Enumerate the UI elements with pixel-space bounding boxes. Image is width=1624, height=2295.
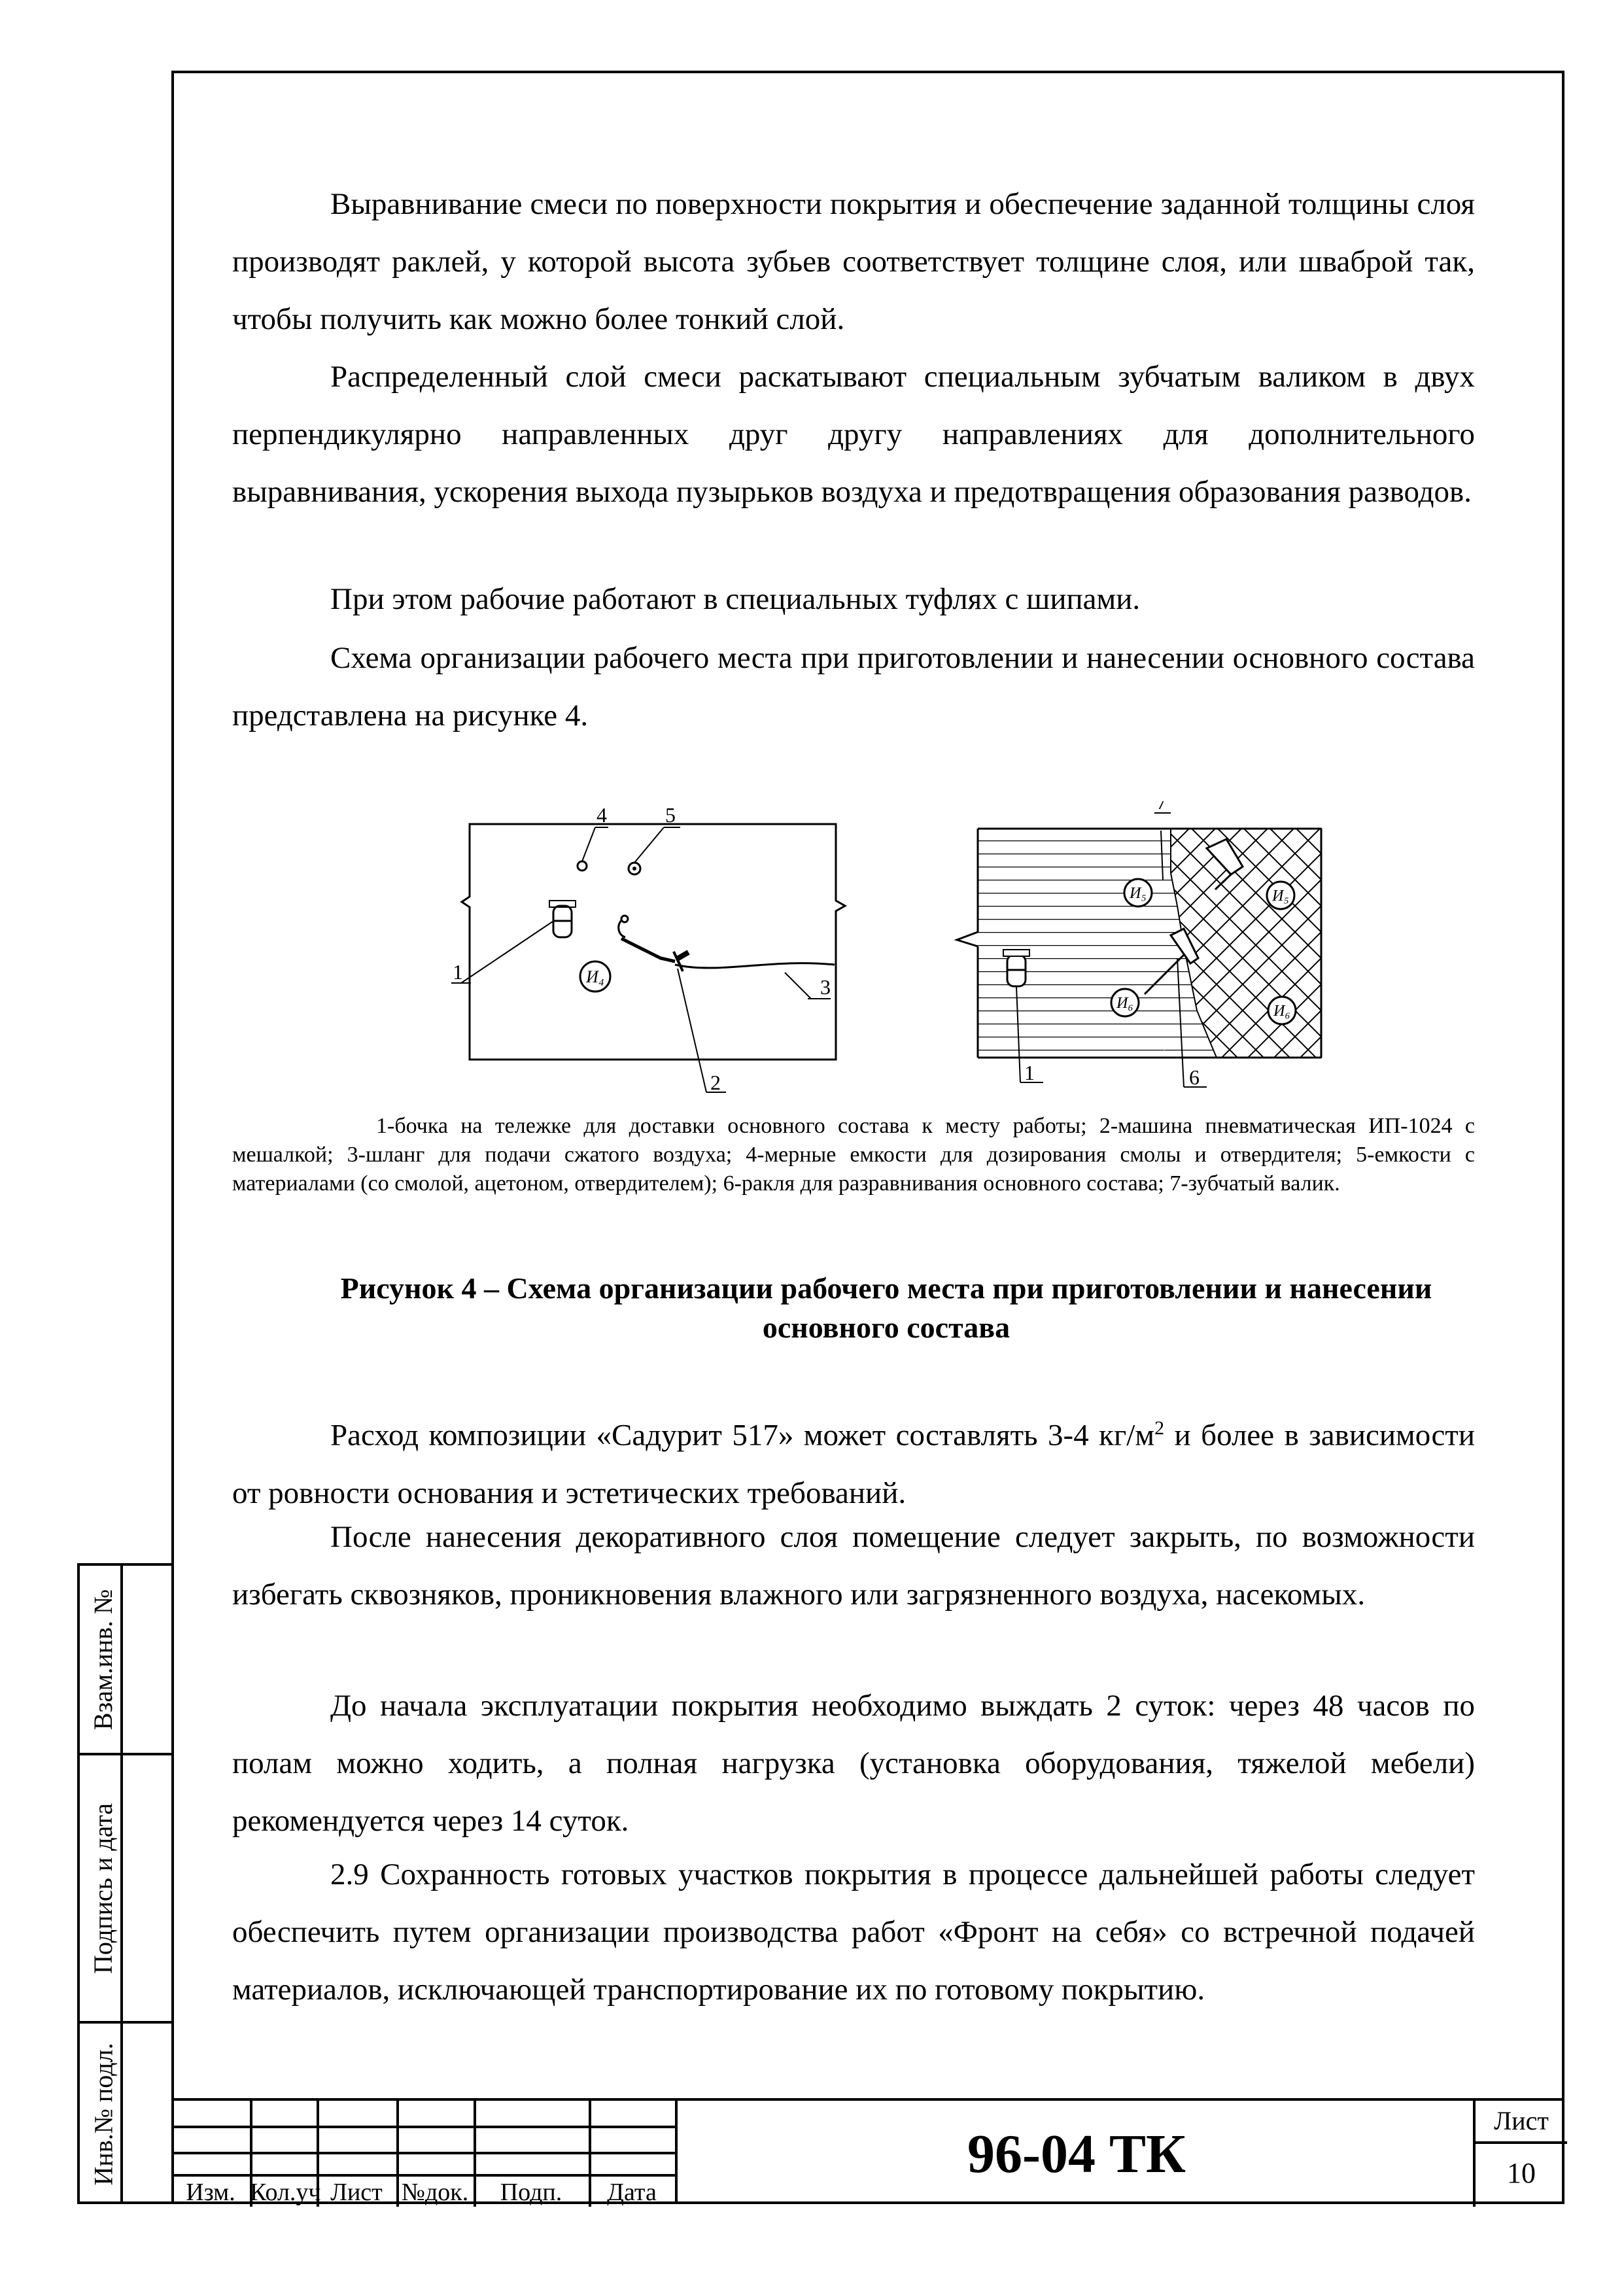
worker-i6-right-icon xyxy=(1268,997,1296,1024)
worker-i4-icon xyxy=(580,961,610,992)
paragraph-3: При этом рабочие работают в специальных туфлях с шипами. xyxy=(330,582,1141,616)
stamp-col-podp: Подп. xyxy=(500,2179,562,2206)
right-scheme xyxy=(957,801,1321,1089)
stamp-col-data: Дата xyxy=(607,2179,657,2206)
revision-table xyxy=(171,2098,675,2204)
sidebar-cell-inv xyxy=(80,2024,171,2204)
paragraph-4: Схема организации рабочего места при приготовлении и нанесении основного состава представлена на рисунке 4. xyxy=(232,641,1475,733)
sheet-box xyxy=(1473,2101,1564,2207)
worker-i4-label: И₄ xyxy=(586,967,604,986)
sidebar-label-inv: Инв.№ подл. xyxy=(88,2043,118,2185)
sheet-label: Лист xyxy=(1476,2101,1567,2144)
figure-title: Рисунок 4 – Схема организации рабочего места при приготовлении и нанесении основного состава xyxy=(340,1271,1432,1344)
measuring-container-icon xyxy=(578,861,587,871)
sidebar-label-podpis: Подпись и дата xyxy=(88,1803,118,1974)
title-block-stamp xyxy=(171,2098,1564,2204)
figure-legend: 1-бочка на тележке для доставки основного состава к месту работы; 2-машина пневматическая ИП-1024 с мешалкой; 3-шланг для подачи сжатого воздуха; 4-мерные емкости для дозирования смолы и отвердителя; 5-емкости с материалами (со смолой, ацетоном, отвердителем); 6-ракля для разравнивания основного состава; 7-зубчатый валик. xyxy=(232,1114,1475,1196)
worker-i5-right-label: И₅ xyxy=(1272,888,1289,905)
sidebar-cell-podpis xyxy=(80,1755,171,2024)
barrel-on-cart-right-icon xyxy=(1003,950,1029,986)
pneumatic-mixer-icon xyxy=(619,916,690,971)
worker-i6-left-label: И₆ xyxy=(1116,995,1133,1012)
worker-i5-left-label: И₅ xyxy=(1130,885,1147,902)
fig-left-label-2: 2 xyxy=(710,1071,721,1094)
fig-right-label-7: 7 xyxy=(1156,801,1167,814)
paragraph-2: Распределенный слой смеси раскатывают специальным зубчатым валиком в двух перпендикулярно направленных друг другу направлениях для дополнительного выравнивания, ускорения выхода пузырьков воздуха и предотвращения образования разводов. xyxy=(232,360,1475,509)
fig-right-label-6: 6 xyxy=(1189,1065,1200,1089)
document-code: 96-04 ТК xyxy=(967,2123,1186,2184)
worker-i6-left-icon xyxy=(1111,989,1139,1016)
stamp-col-ndok: №док. xyxy=(401,2179,469,2206)
paragraph-6: После нанесения декоративного слоя помещение следует закрыть, по возможности избегать сквозняков, проникновения влажного или загрязненного воздуха, насекомых. xyxy=(232,1520,1475,1612)
fig-left-label-5: 5 xyxy=(665,803,676,827)
air-hose-icon xyxy=(675,963,835,968)
fig-left-label-4: 4 xyxy=(596,803,607,827)
sidebar-label-vzam: Взам.инв. № xyxy=(88,1589,118,1730)
left-sidebar-stamp xyxy=(77,1563,171,2204)
stamp-col-list: Лист xyxy=(330,2179,383,2206)
paragraph-5: Расход композиции «Садурит 517» может составлять 3-4 $кг/м^2$ и более в зависимости от ровности основания и эстетических требований. xyxy=(232,1417,1475,1510)
figure-4-diagram xyxy=(432,801,1544,1115)
fig-right-label-1: 1 xyxy=(1024,1061,1035,1084)
barrel-on-cart-icon xyxy=(549,901,576,937)
stamp-col-izm: Изм. xyxy=(186,2179,235,2206)
fig-left-label-3: 3 xyxy=(820,975,831,999)
worker-i5-left-icon xyxy=(1124,879,1152,906)
left-scheme xyxy=(451,803,845,1094)
paragraph-8: 2.9 Сохранность готовых участков покрытия в процессе дальнейшей работы следует обеспечить путем организации производства работ «Фронт на себя» со встречной подачей материалов, исключающей транспортирование их по готовому покрытию. xyxy=(232,1857,1475,2007)
sidebar-cell-vzam xyxy=(80,1566,171,1755)
paragraph-7: До начала эксплуатации покрытия необходимо выждать 2 суток: через 48 часов по полам можно ходить, а полная нагрузка (установка оборудования, тяжелой мебели) рекомендуется через 14 суток. xyxy=(232,1689,1475,1838)
worker-i6-right-label: И₆ xyxy=(1273,1003,1290,1020)
fig-left-label-1: 1 xyxy=(453,960,463,984)
stamp-col-kol-uch: Кол.уч xyxy=(250,2179,321,2206)
paragraph-1: Выравнивание смеси по поверхности покрытия и обеспечение заданной толщины слоя производят раклей, у которой высота зубьев соответствует толщине слоя, или шваброй так, чтобы получить как можно более тонкий слой. xyxy=(232,187,1475,336)
worker-i5-right-icon xyxy=(1267,882,1294,909)
sheet-number: 10 xyxy=(1507,2157,1536,2189)
